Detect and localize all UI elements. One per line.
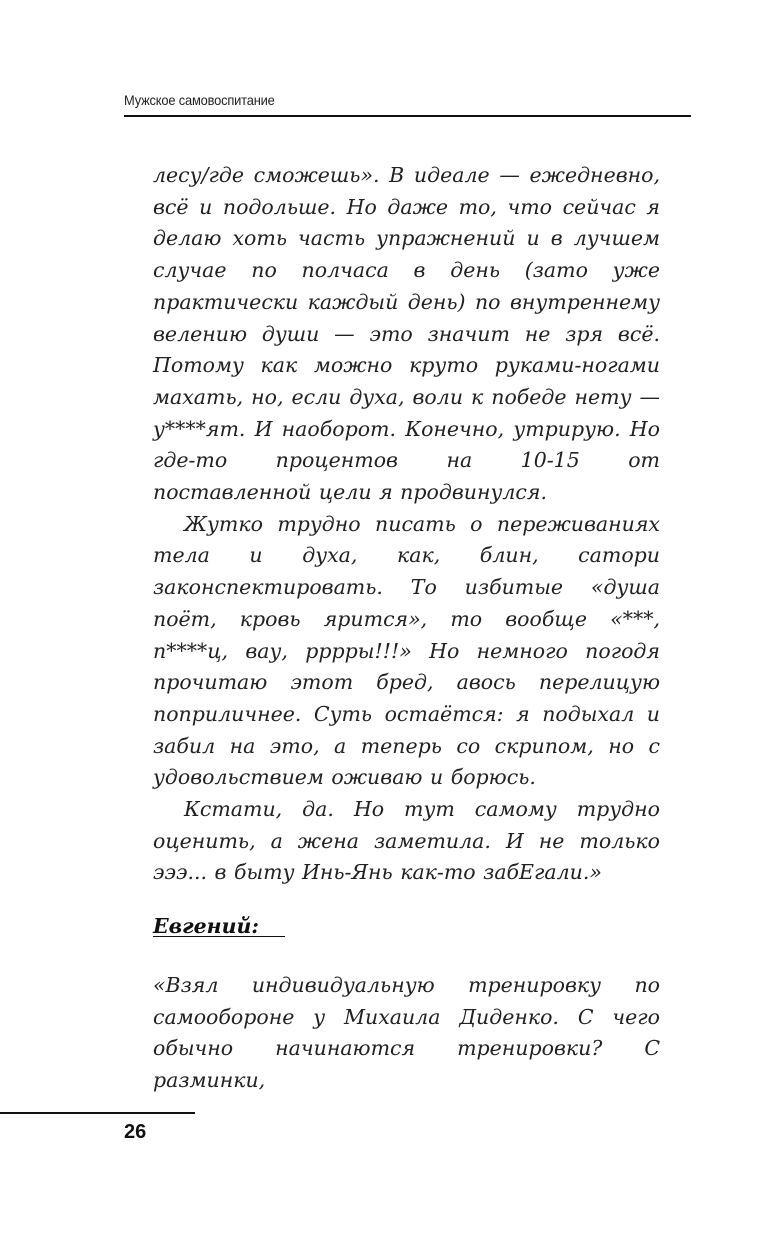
section-paragraph: «Взял индивидуальную тренировку по самообороне у Михаила Диденко. С чего обычно начинаются тренировки? С разминки, xyxy=(153,973,660,1093)
footer-rule xyxy=(0,1112,195,1114)
body-text xyxy=(153,160,660,889)
paragraph-3: Кстати, да. Но тут самому трудно оценить, а жена заметила. И не только эээ... в быту Инь-Янь как-то забЕгали.» xyxy=(153,797,660,885)
heading-underline xyxy=(153,936,285,937)
section-text xyxy=(153,970,660,1097)
page-number: 26 xyxy=(124,1121,147,1143)
section-heading: Евгений: xyxy=(153,914,259,938)
paragraph-2: Жутко трудно писать о переживаниях тела и духа, как, блин, сатори законспектировать. То избитые «душа поёт, кровь ярится», то вообще «***, п****ц, вау, рррры!!!» Но немного погодя прочитаю этот бред, авось перелицую поприличнее. Суть остаётся: я подыхал и забил на это, а теперь со скрипом, но с удовольствием оживаю и борюсь. xyxy=(153,511,660,790)
header-rule xyxy=(124,115,691,117)
running-header-title: Мужское самовоспитание xyxy=(124,92,275,108)
paragraph-1: лесу/где сможешь». В идеале — ежедневно, всё и подольше. Но даже то, что сейчас я делаю хоть часть упражнений и в лучшем случае по полчаса в день (зато уже практически каждый день) по внутреннему велению души — это значит не зря всё. Потому как можно круто руками-ногами махать, но, если духа, воли к победе нету — у****ят. И наоборот. Конечно, утрирую. Но где-то процентов на 10-15 от поставленной цели я продвинулся. xyxy=(153,163,660,505)
